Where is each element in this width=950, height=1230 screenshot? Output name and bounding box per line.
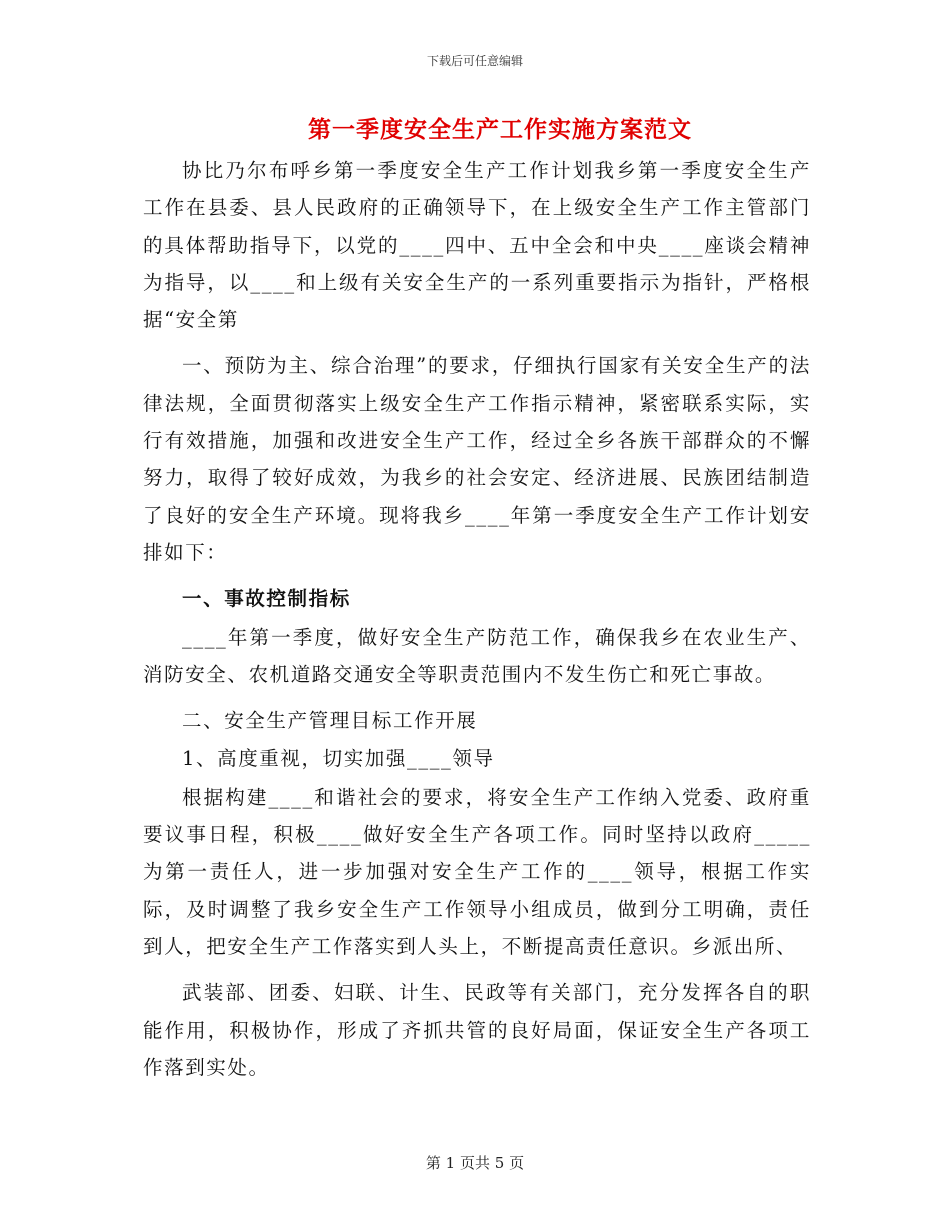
paragraph-leadership: 根据构建____和谐社会的要求，将安全生产工作纳入党委、政府重要议事日程，积极____做好安全生产各项工作。同时坚持以政府_____为第一责任人，进一步加强对安全生产工作的____领导，根据工作实际，及时调整了我乡安全生产工作领导小组成员，做到分工明确，责任到人，把安全生产工作落实到人头上，不断提高责任意识。乡派出所、 [143,785,811,958]
document-body [143,152,811,1087]
section-heading-accident-control: 一、事故控制指标 [182,587,351,611]
subheading-leadership: 1、高度重视，切实加强____领导 [182,747,495,771]
paragraph-intro: 协比乃尔布呼乡第一季度安全生产工作计划我乡第一季度安全生产工作在县委、县人民政府的正确领导下，在上级安全生产工作主管部门的具体帮助指导下，以党的____四中、五中全会和中央____座谈会精神为指导，以____和上级有关安全生产的一系列重要指示为指针，严格根据“安全第 [143,159,811,332]
document-title: 第一季度安全生产工作实施方案范文 [308,116,692,143]
section-heading-management-goals: 二、安全生产管理目标工作开展 [182,709,478,733]
paragraph-principles: 一、预防为主、综合治理”的要求，仔细执行国家有关安全生产的法律法规，全面贯彻落实上级安全生产工作指示精神，紧密联系实际，实行有效措施，加强和改进安全生产工作，经过全乡各族干部群众的不懈努力，取得了较好成效，为我乡的社会安定、经济进展、民族团结制造了良好的安全生产环境。现将我乡____年第一季度安全生产工作计划安排如下： [143,354,811,564]
page-header: 下载后可任意编辑 [426,54,523,68]
paragraph-departments: 武装部、团委、妇联、计生、民政等有关部门，充分发挥各自的职能作用，积极协作，形成了齐抓共管的良好局面，保证安全生产各项工作落到实处。 [143,981,811,1079]
page-footer: 第 1 页共 5 页 [425,1154,525,1172]
paragraph-accident-control: ____年第一季度，做好安全生产防范工作，确保我乡在农业生产、消防安全、农机道路交通安全等职责范围内不发生伤亡和死亡事故。 [143,625,811,686]
